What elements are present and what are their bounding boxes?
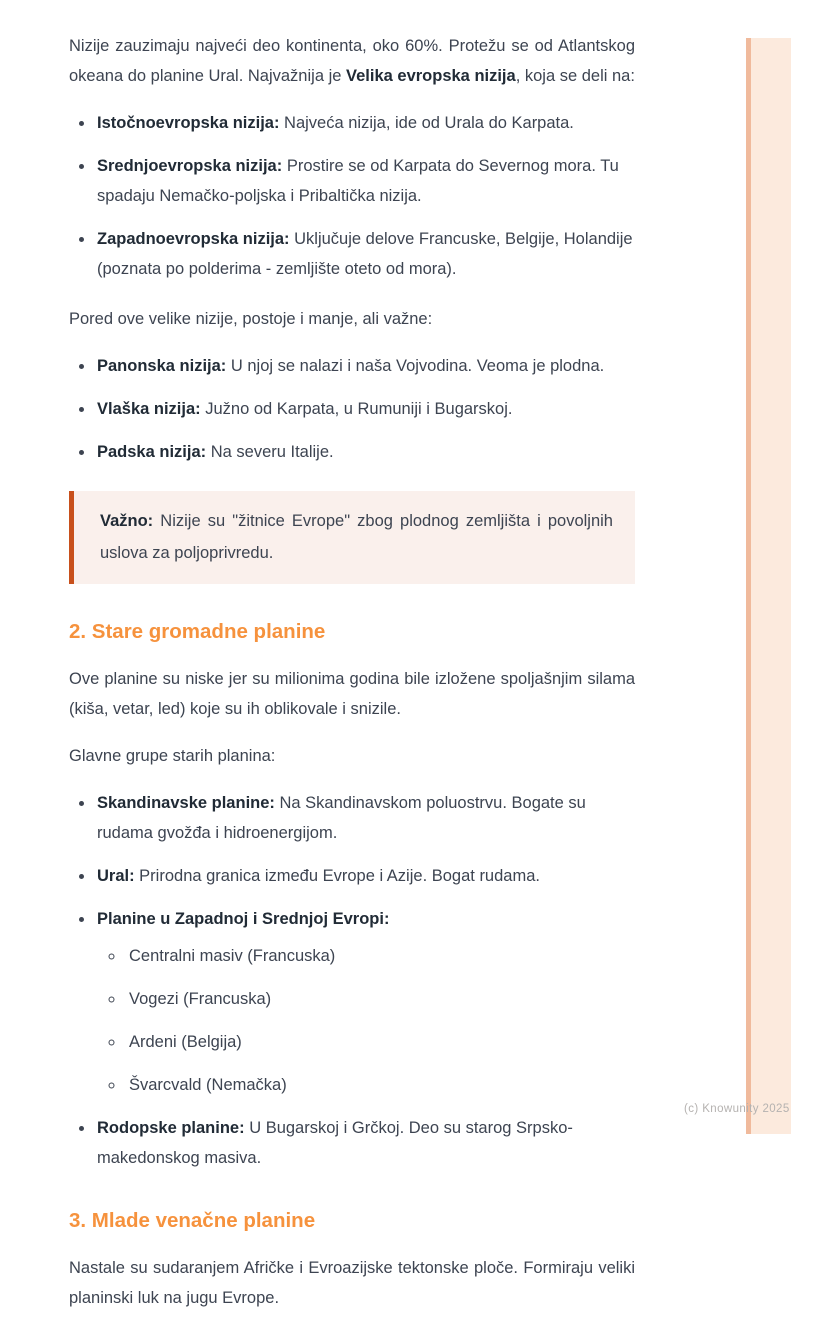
important-callout (69, 491, 635, 584)
section-heading-old-mountains: 2. Stare gromadne planine (69, 620, 326, 643)
list-item (95, 788, 635, 848)
list-item (95, 108, 635, 138)
callout-label: Važno: (100, 512, 154, 530)
list-item-term: Istočnoevropska nizija: (97, 114, 280, 132)
list-item-text: Na Skandinavskom poluostrvu. Bogate su rudama gvožđa i hidroenergijom. (97, 794, 586, 842)
list-item-text: Na severu Italije. (206, 443, 334, 461)
young-mountains-paragraph: Nastale su sudaranjem Afričke i Evroazijske tektonske ploče. Formiraju veliki planinski luk na jugu Evrope. (69, 1259, 635, 1307)
list-item (95, 151, 635, 211)
old-mountains-paragraph: Ove planine su niske jer su milionima godina bile izložene spoljašnjim silama (kiša, vetar, led) koje su ih oblikovale i snizile. (69, 670, 635, 718)
document-content (69, 31, 635, 1330)
intro-bold-term: Velika evropska nizija (346, 67, 516, 85)
list-item-term: Padska nizija: (97, 443, 207, 461)
list-item-term: Skandinavske planine: (97, 794, 275, 812)
list-item-text: U Bugarskoj i Grčkoj. Deo su starog Srpsko-makedonskog masiva. (97, 1119, 573, 1167)
list-item (95, 394, 635, 424)
list-item (95, 437, 635, 467)
list-item-text: U njoj se nalazi i naša Vojvodina. Veoma je plodna. (226, 357, 605, 375)
list-item (95, 351, 635, 381)
sub-list-item: ◦ Švarcvald (Nemačka) (125, 1070, 635, 1100)
sub-list-item: ◦ Vogezi (Francuska) (125, 984, 635, 1014)
page-edge-strip (746, 38, 791, 1134)
list-item-text: Prostire se od Karpata do Severnog mora. Tu spadaju Nemačko-poljska i Pribaltička nizija. (97, 157, 619, 205)
list-item-text: Uključuje delove Francuske, Belgije, Holandije (poznata po polderima - zemljište oteto od mora). (97, 230, 633, 278)
intro-text-pre: Nizije zauzimaju najveći deo kontinenta, oko 60%. Protežu se od Atlantskog okeana do planine Ural. Najvažnija je (69, 37, 635, 85)
western-central-mountains-sublist (97, 941, 635, 1100)
list-item-text: Južno od Karpata, u Rumuniji i Bugarskoj. (200, 400, 513, 418)
smaller-plains-paragraph: Pored ove velike nizije, postoje i manje, ali važne: (69, 310, 433, 328)
list-item (95, 904, 635, 1100)
list-item-term: Rodopske planine: (97, 1119, 245, 1137)
intro-text-post: , koja se deli na: (515, 67, 635, 85)
sub-list-item: ◦ Ardeni (Belgija) (125, 1027, 635, 1057)
list-item-term: Zapadnoevropska nizija: (97, 230, 290, 248)
list-item-term: Srednjoevropska nizija: (97, 157, 283, 175)
list-item (95, 1113, 635, 1173)
list-item-term: Ural: (97, 867, 135, 885)
callout-text: Nizije su "žitnice Evrope" zbog plodnog zemljišta i povoljnih uslova za poljoprivredu. (100, 512, 613, 562)
copyright-watermark: (c) Knowunity 2025 (684, 1103, 790, 1115)
list-item-term: Vlaška nizija: (97, 400, 201, 418)
list-item-text: Najveća nizija, ide od Urala do Karpata. (279, 114, 574, 132)
old-mountains-groups-paragraph: Glavne grupe starih planina: (69, 747, 276, 765)
plains-subdivision-list (69, 108, 635, 284)
old-mountains-list (69, 788, 635, 1173)
section-heading-young-mountains: 3. Mlade venačne planine (69, 1209, 316, 1232)
list-item-text: Prirodna granica između Evrope i Azije. Bogat rudama. (134, 867, 540, 885)
list-item-term: Planine u Zapadnoj i Srednjoj Evropi: (97, 910, 390, 928)
list-item (95, 224, 635, 284)
intro-paragraph (69, 31, 635, 91)
list-item-term: Panonska nizija: (97, 357, 227, 375)
smaller-plains-list (69, 351, 635, 467)
sub-list-item: ◦ Centralni masiv (Francuska) (125, 941, 635, 971)
list-item (95, 861, 635, 891)
